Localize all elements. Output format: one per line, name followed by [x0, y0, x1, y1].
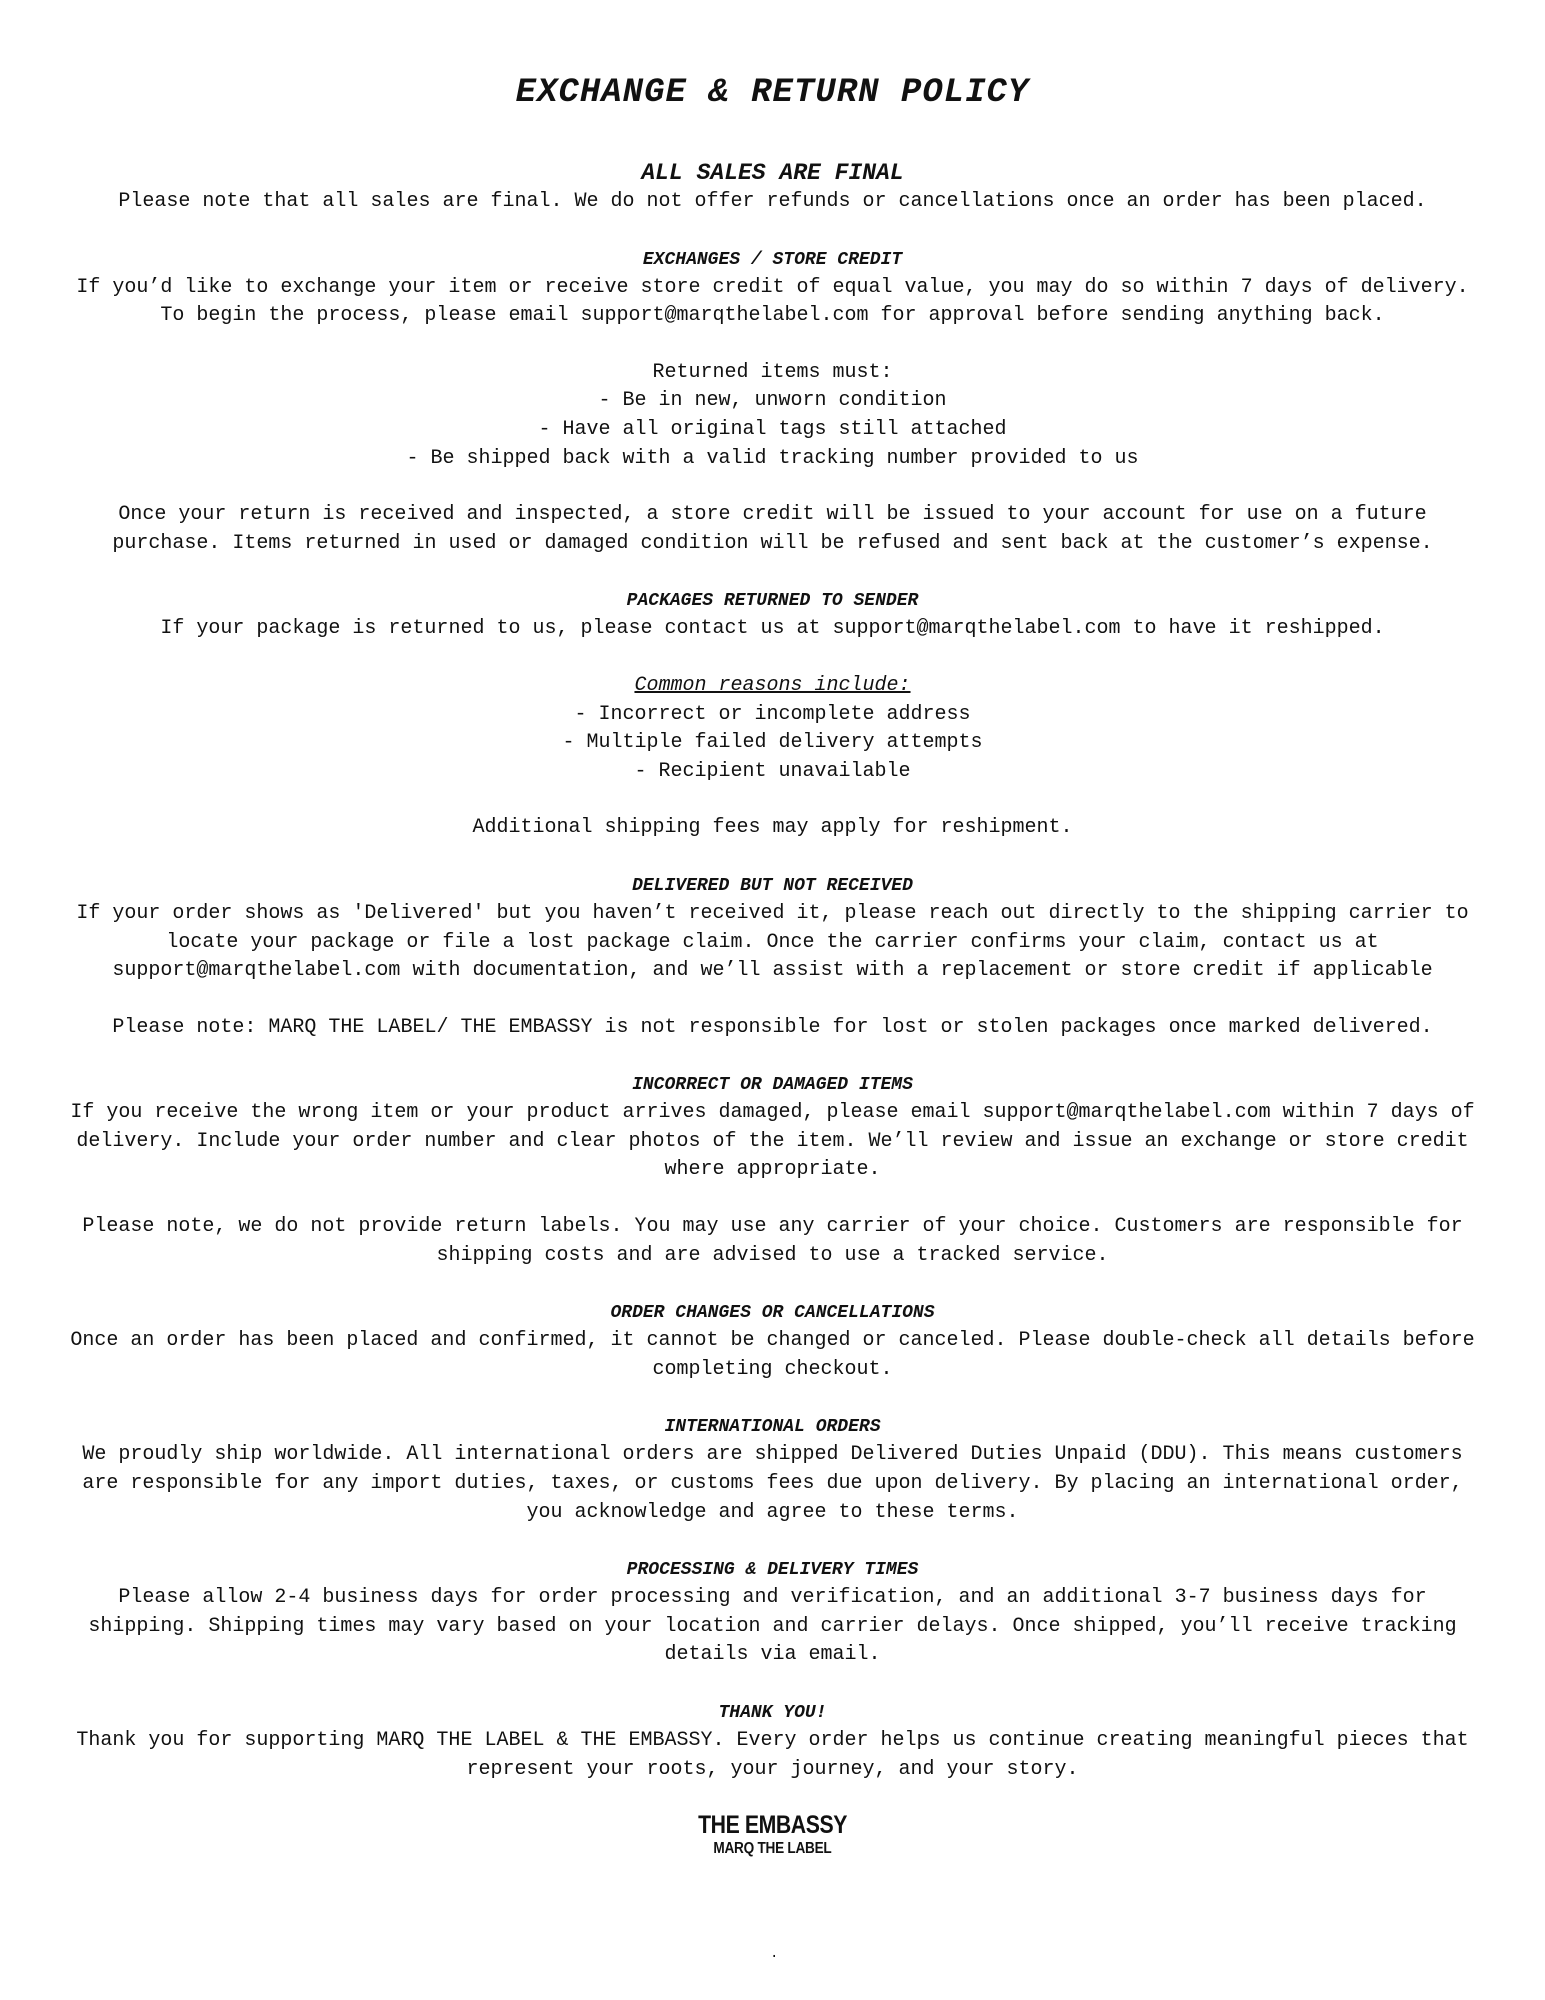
section-heading: PROCESSING & DELIVERY TIMES: [626, 1560, 919, 1581]
section-text: represent your roots, your journey, and your story.: [466, 1757, 1079, 1781]
list-item: - Be in new, unworn condition: [598, 389, 947, 413]
section-heading: PACKAGES RETURNED TO SENDER: [626, 591, 919, 612]
page-title: EXCHANGE & RETURN POLICY: [515, 74, 1030, 112]
section-text: shipping. Shipping times may vary based on your location and carrier delays. Once shipped, you’ll receive tracking: [88, 1614, 1457, 1638]
section-text: Please note that all sales are final. We do not offer refunds or cancellations once an order has been placed.: [118, 190, 1427, 213]
section-sales-final: [40, 158, 1505, 217]
section-international: [40, 1413, 1505, 1527]
logo-line-secondary: MARQ THE LABEL: [713, 1840, 832, 1858]
section-text: details via email.: [664, 1643, 881, 1667]
section-text: If you’d like to exchange your item or receive store credit of equal value, you may do so within 7 days of delivery.: [76, 275, 1469, 299]
section-not-received: [40, 872, 1505, 1042]
section-text: Additional shipping fees may apply for reshipment.: [472, 816, 1073, 840]
section-heading: INCORRECT OR DAMAGED ITEMS: [632, 1075, 913, 1096]
reasons-intro: Common reasons include:: [634, 673, 911, 697]
section-heading: ORDER CHANGES OR CANCELLATIONS: [610, 1303, 935, 1324]
section-note: shipping costs and are advised to use a tracked service.: [436, 1243, 1109, 1267]
section-text: If your package is returned to us, please contact us at support@marqthelabel.com to have it reshipped.: [160, 617, 1385, 641]
section-text: purchase. Items returned in used or damaged condition will be refused and sent back at the customer’s expense.: [112, 531, 1433, 555]
logo-line-primary: THE EMBASSY: [698, 1811, 847, 1840]
section-text: Once an order has been placed and confirmed, it cannot be changed or canceled. Please double-check all details before: [70, 1329, 1475, 1353]
section-text: where appropriate.: [664, 1158, 881, 1182]
section-text: If your order shows as 'Delivered' but you haven’t received it, please reach out directly to the shipping carrier to: [76, 901, 1469, 925]
section-thank-you: [40, 1699, 1505, 1784]
section-text: completing checkout.: [652, 1357, 893, 1381]
section-text: are responsible for any import duties, taxes, or customs fees due upon delivery. By placing an international order,: [82, 1472, 1463, 1496]
requirements-intro: Returned items must:: [652, 360, 893, 384]
section-text: If you receive the wrong item or your product arrives damaged, please email support@marqthelabel.com within 7 days of: [70, 1101, 1475, 1125]
section-text: Thank you for supporting MARQ THE LABEL & THE EMBASSY. Every order helps us continue creating meaningful pieces that: [76, 1729, 1469, 1752]
list-item: - Be shipped back with a valid tracking number provided to us: [406, 446, 1139, 470]
section-heading: ALL SALES ARE FINAL: [641, 160, 904, 186]
section-returned-to-sender: [40, 587, 1505, 843]
list-item: - Incorrect or incomplete address: [574, 702, 971, 726]
section-heading: INTERNATIONAL ORDERS: [664, 1417, 881, 1438]
section-text: Please allow 2-4 business days for order processing and verification, and an additional 3-7 business days for: [118, 1586, 1427, 1610]
section-note: Please note: MARQ THE LABEL/ THE EMBASSY is not responsible for lost or stolen packages once marked delivered.: [112, 1015, 1433, 1039]
section-heading: THANK YOU!: [718, 1703, 827, 1723]
section-order-changes: [40, 1299, 1505, 1384]
brand-logo: [40, 1813, 1505, 1857]
list-item: - Multiple failed delivery attempts: [562, 731, 983, 755]
section-heading: EXCHANGES / STORE CREDIT: [642, 249, 903, 270]
section-text: We proudly ship worldwide. All international orders are shipped Delivered Duties Unpaid (DDU). This means customers: [82, 1443, 1463, 1467]
list-item: - Have all original tags still attached: [538, 417, 1007, 441]
section-text: To begin the process, please email support@marqthelabel.com for approval before sending anything back.: [160, 304, 1385, 328]
section-text: support@marqthelabel.com with documentation, and we’ll assist with a replacement or store credit if applicable: [112, 959, 1433, 983]
section-text: locate your package or file a lost package claim. Once the carrier confirms your claim, contact us at: [166, 930, 1379, 954]
section-exchanges: [40, 246, 1505, 559]
list-item: - Recipient unavailable: [634, 759, 911, 783]
section-processing: [40, 1556, 1505, 1670]
footer-mark: .: [770, 1946, 779, 1962]
section-text: Once your return is received and inspected, a store credit will be issued to your account for use on a future: [118, 503, 1427, 527]
section-damaged-items: [40, 1071, 1505, 1270]
section-text: you acknowledge and agree to these terms.: [526, 1500, 1019, 1524]
section-text: delivery. Include your order number and clear photos of the item. We’ll review and issue an exchange or store credit: [76, 1129, 1469, 1153]
section-note: Please note, we do not provide return labels. You may use any carrier of your choice. Customers are responsible for: [82, 1215, 1463, 1239]
section-heading: DELIVERED BUT NOT RECEIVED: [632, 875, 913, 896]
